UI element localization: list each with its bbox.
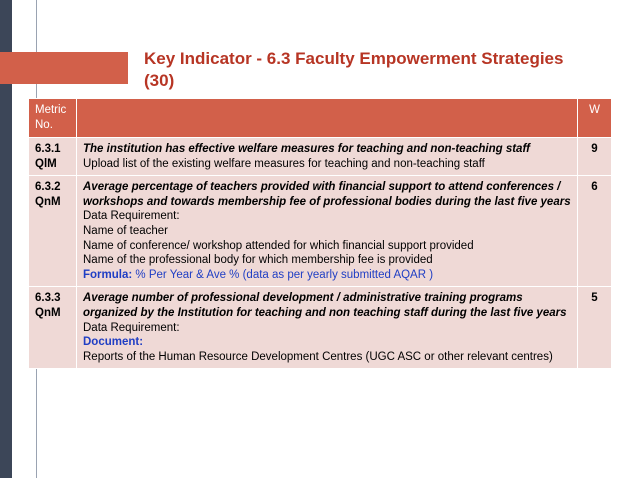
header-description [77,99,578,138]
metric-formula [83,268,571,283]
metric-id: 6.3.2 [35,181,61,194]
metric-weight: 9 [578,138,612,176]
metric-detail: Data Requirement: [83,210,180,223]
metric-detail: Upload list of the existing welfare measures for teaching and non-teaching staff [83,157,485,170]
metric-description: Average number of professional development / administrative training programs organized by the Institution for teaching and non teaching staff during the last five years [83,292,567,319]
document-text: Reports of the Human Resource Development Centres (UGC ASC or other relevant centres) [83,350,553,363]
metric-weight: 5 [578,287,612,369]
table-header-row [29,99,612,138]
title-accent-tab [0,52,128,84]
metric-type: QnM [35,195,61,208]
metric-detail: Data Requirement: [83,321,180,334]
table-row [29,287,612,369]
table-row [29,176,612,287]
metric-type: QlM [35,157,57,170]
metric-id: 6.3.3 [35,292,61,305]
slide-title: Key Indicator - 6.3 Faculty Empowerment Strategies (30) [144,49,564,90]
metric-id-cell [29,287,77,369]
metric-detail: Name of conference/ workshop attended for which financial support provided [83,239,474,252]
metric-description: Average percentage of teachers provided with financial support to attend conferences / workshops and towards membership fee of professional bodies during the last five years [83,181,571,208]
header-weight: W [578,99,612,138]
metric-type: QnM [35,306,61,319]
table-row [29,138,612,176]
metric-description-cell [77,287,578,369]
metric-detail: Name of the professional body for which membership fee is provided [83,254,433,267]
header-metric-no: Metric No. [29,99,77,138]
metric-id: 6.3.1 [35,143,61,155]
metric-description-cell [77,176,578,287]
metric-id-cell [29,138,77,176]
formula-label: Formula: [83,268,133,281]
formula-text: % Per Year & Ave % (data as per yearly submitted AQAR ) [132,268,434,281]
document-label: Document: [83,336,144,349]
metric-description: The institution has effective welfare measures for teaching and non-teaching staff [83,143,530,155]
metrics-table [28,98,612,369]
metric-description-cell [77,138,578,176]
metric-detail: Name of teacher [83,224,169,237]
metric-weight: 6 [578,176,612,287]
metric-id-cell [29,176,77,287]
